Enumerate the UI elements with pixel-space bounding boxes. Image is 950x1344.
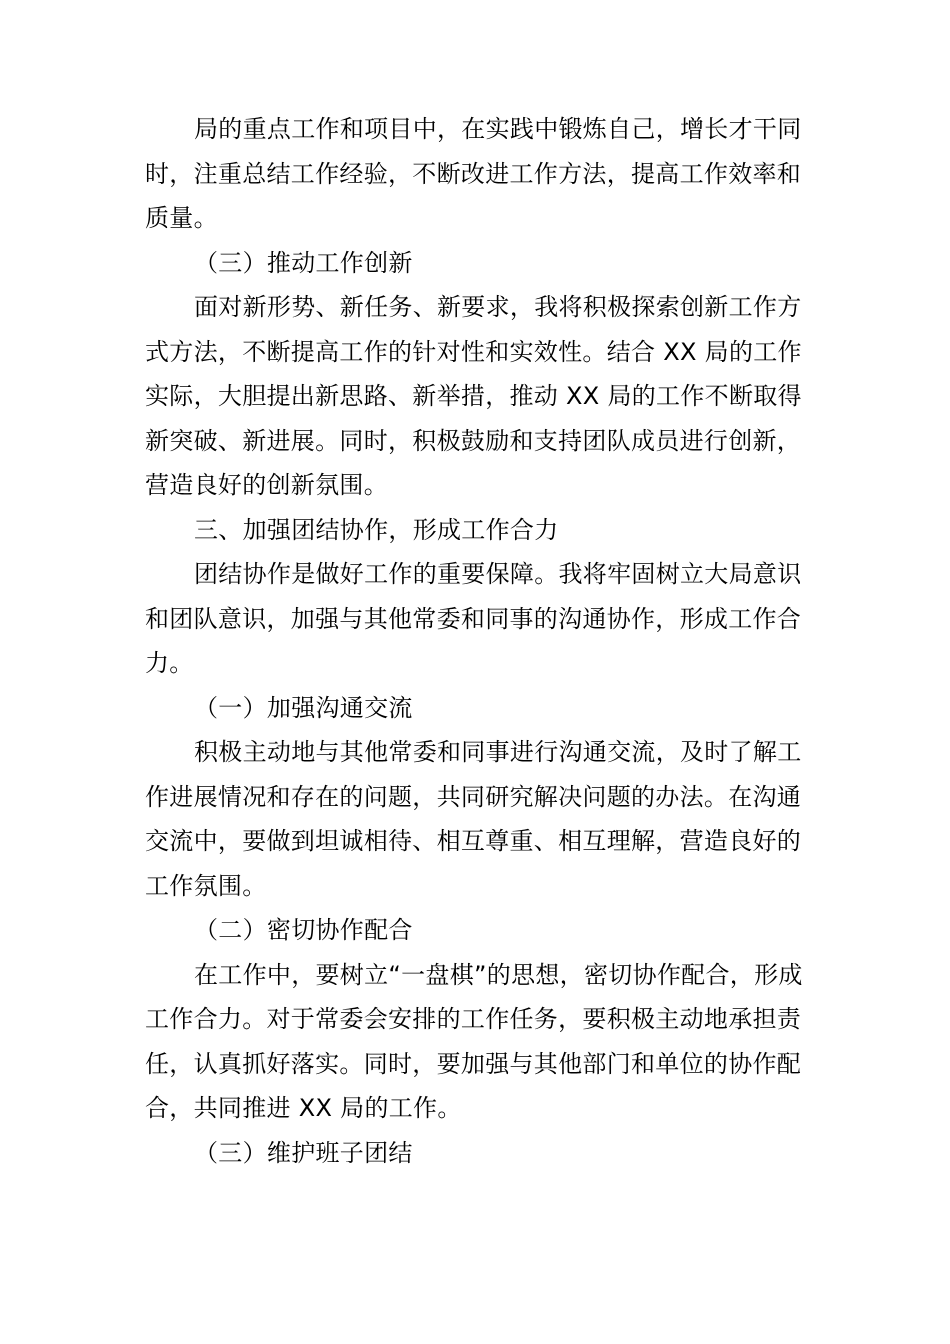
subheading-promote-innovation: （三）推动工作创新	[194, 248, 413, 277]
document-body	[145, 107, 810, 1175]
paragraph-communication: 积极主动地与其他常委和同事进行沟通交流，及时了解工作进展情况和存在的问题，共同研究解决问题的办法。在沟通交流中，要做到坦诚相待、相互尊重、相互理解，营造良好的工作氛围。	[145, 738, 802, 900]
subheading-communication: （一）加强沟通交流	[194, 693, 413, 722]
paragraph-innovation: 面对新形势、新任务、新要求，我将积极探索创新工作方式方法，不断提高工作的针对性和实效性。结合 XX 局的工作实际，大胆提出新思路、新举措，推动 XX 局的工作不断取得新突破、新进展。同时，积极鼓励和支持团队成员进行创新，营造良好的创新氛围。	[145, 293, 802, 499]
paragraph-work-projects: 局的重点工作和项目中，在实践中锻炼自己，增长才干同时，注重总结工作经验，不断改进工作方法，提高工作效率和质量。	[145, 115, 802, 232]
paragraph-unity-cooperation: 团结协作是做好工作的重要保障。我将牢固树立大局意识和团队意识，加强与其他常委和同事的沟通协作，形成工作合力。	[145, 560, 802, 677]
subheading-coordination: （二）密切协作配合	[194, 916, 413, 944]
paragraph-coordination: 在工作中，要树立“一盘棋”的思想，密切协作配合，形成工作合力。对于常委会安排的工作任务，要积极主动地承担责任，认真抓好落实。同时，要加强与其他部门和单位的协作配合，共同推进 XX 局的工作。	[145, 960, 803, 1122]
heading-section-three: 三、加强团结协作，形成工作合力	[194, 515, 559, 544]
subheading-team-unity: （三）维护班子团结	[194, 1138, 413, 1167]
